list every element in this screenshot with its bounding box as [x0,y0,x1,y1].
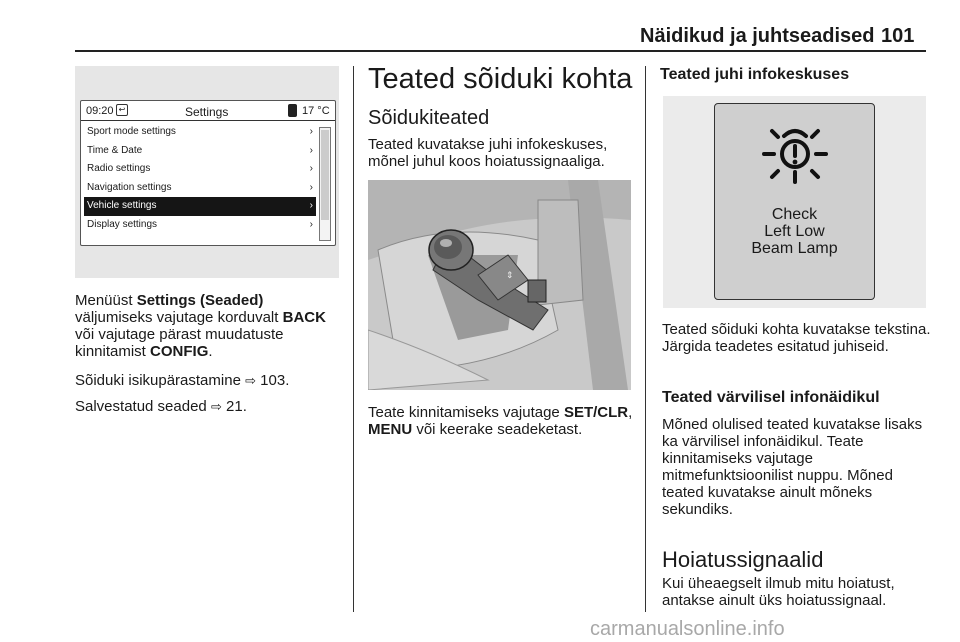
subsection-heading: Hoiatussignaalid [662,547,824,572]
steering-column-graphic [368,180,631,390]
menu-item-label: Sport mode settings [87,126,176,137]
header-title: Näidikud ja juhtseadised [640,25,875,47]
subsection-heading: Teated värvilisel infonäidikul [662,389,880,406]
menu-item-label: Vehicle settings [87,200,157,212]
paragraph-exit-settings: Menüüst Settings (Seaded) väljumiseks vajutage korduvalt BACK või vajutage pärast muudatuste kinnitamist CONFIG. [75,292,326,360]
paragraph-color-display: Mõned olulised teated kuvatakse lisaks ka värvilisel infonäidikul. Teate kinnitamiseks vajutage mitmefunktsioonilist nuppu. Mõned teated kuvatakse ainult mõneks sekundiks. [662,416,923,518]
watermark: carmanualsonline.info [590,618,785,640]
page-reference[interactable]: 21 [226,398,243,415]
paragraph-vehicle-messages: Teated kuvatakse juhi infokeskuses, mõnel juhul koos hoiatussignaaliga. [368,136,608,170]
paragraph-personalization-ref: Sõiduki isikupärastamine ⇨ 103. [75,372,290,389]
chevron-right-icon: › [309,126,313,137]
menu-item-label: Radio settings [87,163,151,175]
column-divider [353,66,354,612]
back-icon: ↩ [116,104,128,116]
chevron-right-icon: › [309,163,313,175]
arrow-right-outline-icon: ⇨ [245,373,256,388]
settings-menu-list [84,123,316,235]
settings-screen [80,100,336,246]
menu-item-label: Navigation settings [87,181,172,193]
page-reference[interactable]: 103 [260,372,286,389]
settings-menu-item[interactable] [84,123,316,142]
warning-text [715,206,874,257]
paragraph-confirm-message: Teate kinnitamiseks vajutage SET/CLR, MENU või keerake seadeketast. [368,404,633,438]
warning-line: Left Low [764,223,825,240]
menu-item-label: Time & Date [87,144,143,156]
exterior-light-fault-icon [758,120,832,186]
steering-stalk-illustration [368,180,631,390]
settings-menu-item[interactable] [84,179,316,198]
screen-title: Settings [185,105,229,119]
warning-message-panel [714,103,875,300]
chevron-right-icon: › [309,144,313,156]
section-heading: Teated sõiduki kohta [368,63,633,95]
menu-item-label: Display settings [87,218,158,230]
screen-time: 09:20 [86,105,114,117]
header-rule [75,50,926,52]
warning-line: Beam Lamp [751,240,838,257]
svg-text:⇕: ⇕ [506,270,514,280]
column-divider [645,66,646,612]
subsection-heading: Teated juhi infokeskuses [660,66,850,83]
settings-menu-item[interactable] [84,197,316,216]
paragraph-saved-settings-ref: Salvestatud seaded ⇨ 21. [75,398,247,415]
thermometer-icon [288,104,297,117]
screen-temperature: 17 °C [302,105,330,117]
subsection-heading: Sõidukiteated [368,107,490,129]
settings-menu-item[interactable] [84,216,316,235]
settings-menu-item[interactable] [84,142,316,161]
chevron-right-icon: › [309,200,313,212]
chevron-right-icon: › [309,218,313,230]
scrollbar-thumb [321,130,329,220]
settings-menu-item[interactable] [84,160,316,179]
warning-line: Check [771,206,818,223]
arrow-right-outline-icon: ⇨ [210,399,222,414]
paragraph-warning-chimes: Kui üheaegselt ilmub mitu hoiatust, antakse ainult üks hoiatussignaal. [662,575,895,609]
paragraph-text-messages: Teated sõiduki kohta kuvatakse tekstina. Järgida teadetes esitatud juhiseid. [662,321,931,355]
chevron-right-icon: › [309,181,313,193]
screen-status-bar [81,101,335,121]
menu-scrollbar [319,127,331,241]
page-number: 101 [881,25,915,47]
